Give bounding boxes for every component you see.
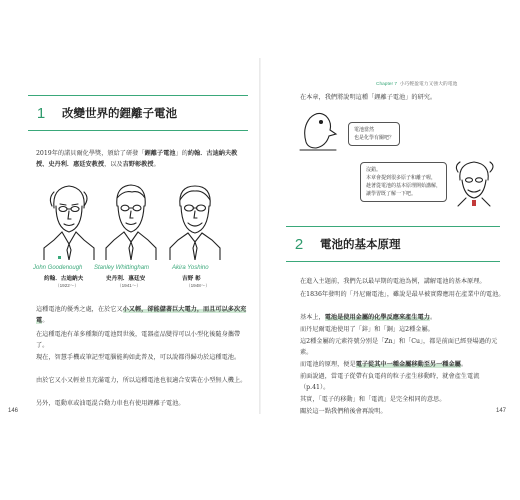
- section-title: 電池的基本原理: [320, 237, 401, 251]
- running-header: [376, 80, 457, 87]
- heading-rule-bottom: [28, 130, 248, 131]
- body-paragraph: 由於它又小又輕並且充滿電力，所以這種電池也很適合安裝在小型無人機上。: [36, 377, 247, 384]
- heading-rule-top: [286, 226, 500, 227]
- bubble-line: 趁著從電池的基本原理開始講解，: [366, 183, 442, 189]
- section-title: 改變世界的鋰離子電池: [62, 106, 177, 120]
- chapter-label: Chapter 7: [376, 82, 398, 87]
- heading-rule-top: [28, 95, 248, 96]
- laureate-years: （1948～）: [186, 283, 211, 288]
- body-paragraph: 而電池的原理，便是電子從其中一種金屬移動至另一種金屬。: [300, 361, 468, 368]
- bubble-line: 沒錯。: [366, 167, 382, 173]
- intro-paragraph: 2019年的諾貝爾化學獎，頒給了研發「鋰離子電池」的約翰．古迪納夫教授、史丹利．惠廷安教授，以及吉野彰教授。: [36, 150, 238, 169]
- page-number-left: 146: [8, 408, 19, 414]
- laureate-name-zh: 吉野 彰: [182, 276, 201, 282]
- bird-character: [296, 106, 340, 152]
- whittingham-portrait: [102, 178, 160, 260]
- bubble-line: 讓學習既了解一下吧。: [366, 191, 417, 197]
- speech-bubble-professor: [360, 162, 447, 202]
- body-paragraph: 而丹尼爾電池使用了「鋅」和「銅」這2種金屬。: [300, 326, 434, 333]
- section-number: 2: [294, 235, 304, 253]
- speech-bubble-bird: [348, 122, 400, 146]
- laureate-name-en: John Goodenough: [33, 265, 83, 271]
- body-paragraph: 另外，電動車或油電混合動力車也有使用鋰離子電池。: [36, 400, 185, 407]
- section-number: 1: [36, 104, 46, 122]
- laureate-name-zh: 史丹利．惠廷安: [106, 276, 146, 282]
- page-number-right: 147: [496, 408, 507, 414]
- body-paragraph: 在這種電池有革多種類的電池問世後，電器產品變得可以小型化後隨身攜帶了。: [36, 331, 241, 350]
- body-paragraph: 關於這一點我們稍後會再說明。: [300, 408, 387, 415]
- body-paragraph: 在進入主題前，我們先以最早期的電池為例，講解電池的基本原理。: [300, 278, 486, 285]
- yoshino-portrait: [166, 178, 224, 260]
- bubble-line: 也是化學有關吧？: [354, 135, 395, 141]
- heading-rule-bottom: [286, 261, 500, 262]
- bubble-line: 電池當然: [354, 127, 375, 133]
- body-paragraph: 基本上，電池是使用金屬的化學反應來產生電力。: [300, 314, 437, 321]
- laureate-years: （1941～）: [117, 283, 142, 288]
- body-paragraph: 在1836年發明的「丹尼爾電池」，雖說是最早被實際應用在產業中的電池。: [300, 291, 505, 298]
- right-intro-paragraph: 在本章，我們將說明這種「鋰離子電池」的研究。: [300, 94, 437, 101]
- goodenough-portrait: [40, 178, 98, 260]
- body-paragraph: 這2種金屬的元素符號分別是「Zn」和「Cu」，都是前面已經登場過的元素。: [300, 338, 498, 357]
- professor-character: [452, 156, 498, 208]
- laureate-name-en: Stanley Whittingham: [94, 265, 150, 271]
- laureate-name-en: Akira Yoshino: [172, 265, 209, 271]
- body-paragraph: 其實，「電子的移動」和「電流」是完全相同的意思。: [300, 396, 446, 403]
- running-title: 小巧輕盈電力又強大的電池: [399, 82, 458, 87]
- laureate-years: （1922～）: [55, 283, 80, 288]
- section-heading-2: [286, 226, 500, 262]
- laureate-name-zh: 約翰．古迪納夫: [44, 276, 84, 282]
- bubble-line: 本章會提到很多原子和離子喔，: [366, 175, 437, 181]
- body-paragraph: 這種電池的優秀之處，在於它又小又輕，卻能儲著巨大電力，而且可以多次充電。: [36, 306, 247, 325]
- page-gutter: [259, 58, 261, 414]
- body-paragraph: 前面說過，當電子從帶有負電荷的粒子產生移動時，就會產生電流（p.41）。: [300, 373, 480, 392]
- body-paragraph: 現在，智慧手機或筆記型電腦能夠如此普及，可以說都得歸功於這種電池。: [36, 354, 241, 361]
- section-heading-1: [28, 95, 248, 131]
